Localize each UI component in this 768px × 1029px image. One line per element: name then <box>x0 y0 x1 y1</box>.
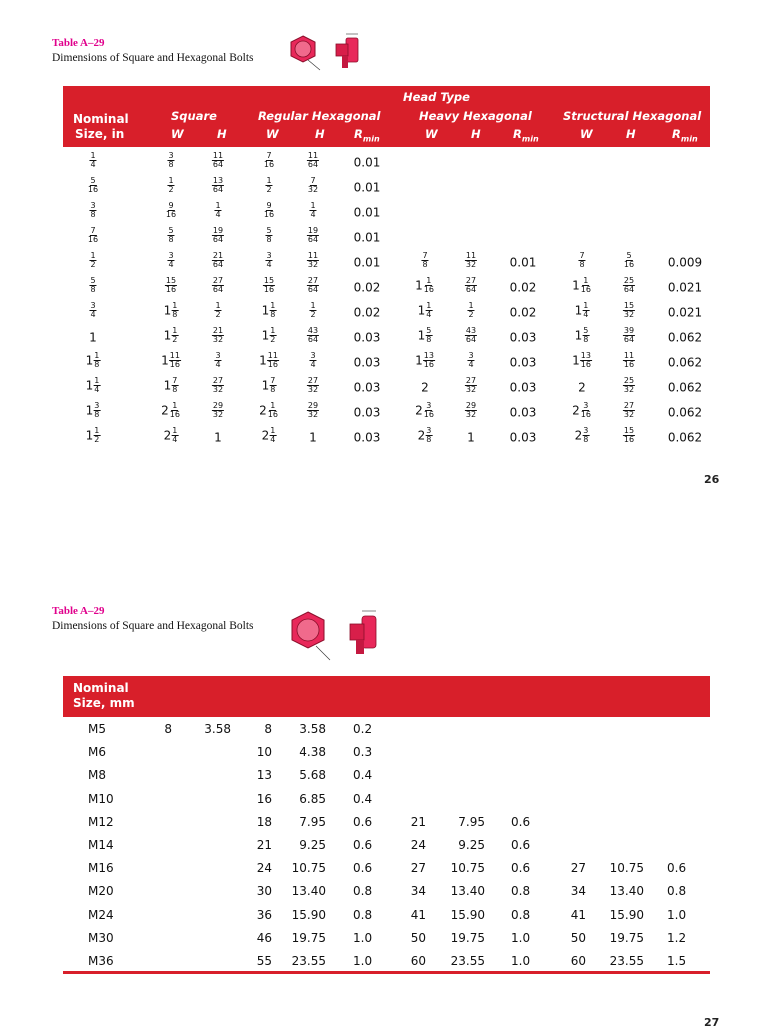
p1-cell-sq-w: 1 $\frac{7}{8}$ <box>163 376 178 394</box>
p1-cell-reg-w: $\frac{15}{16}$ <box>263 276 275 294</box>
p2-cell-heavy-h: 13.40 <box>450 884 485 899</box>
p1-cell-reg-w: $\frac{3}{4}$ <box>266 251 272 269</box>
p1-cell-reg-h: $\frac{1}{2}$ <box>310 301 316 319</box>
p1-cell-heavy-w: 1 $\frac{1}{16}$ <box>415 276 434 294</box>
p2-cell-heavy-r: 1.0 <box>511 954 531 968</box>
p2-cell-struct-w: 60 <box>570 954 586 968</box>
group-heavy-hex: Heavy Hexagonal <box>419 109 532 123</box>
group-structural-hex: Structural Hexagonal <box>563 109 702 123</box>
p1-cell-reg-w: $\frac{1}{2}$ <box>266 176 272 194</box>
bolt-diagram-page1 <box>286 30 376 75</box>
p1-cell-reg-h: $\frac{11}{32}$ <box>307 251 319 269</box>
p2-cell-reg-h: 19.75 <box>291 930 326 945</box>
p1-cell-struct-w: 2 <box>578 380 586 395</box>
p2-cell-reg-h: 15.90 <box>291 907 326 922</box>
subheader-rmin-10: $R_{min}$ <box>672 127 698 144</box>
table-label-page1: Table A–29 <box>52 37 105 49</box>
p2-cell-struct-h: 15.90 <box>609 907 644 922</box>
p1-cell-struct-h: $\frac{11}{16}$ <box>623 351 635 369</box>
p2-cell-struct-w: 34 <box>570 884 586 899</box>
p2-cell-struct-r: 1.2 <box>667 930 687 945</box>
p1-cell-nominal: 1 $\frac{3}{8}$ <box>85 401 100 419</box>
p2-cell-nominal: M16 <box>88 861 114 876</box>
subheader-h-1: H <box>217 127 227 141</box>
p1-cell-reg-w: 1 $\frac{1}{8}$ <box>261 301 276 319</box>
p1-cell-reg-h: $\frac{43}{64}$ <box>307 326 319 344</box>
p2-cell-reg-r: 0.4 <box>353 768 373 783</box>
p2-cell-struct-w: 41 <box>570 907 586 922</box>
p1-cell-sq-w: 2 $\frac{1}{16}$ <box>161 401 180 419</box>
nominal-label-line1-mm: Nominal <box>73 681 129 695</box>
p1-cell-reg-h: 1 <box>309 430 317 445</box>
p1-cell-reg-h: $\frac{3}{4}$ <box>310 351 316 369</box>
p2-cell-heavy-w: 50 <box>410 930 426 945</box>
p1-cell-reg-r: 0.01 <box>353 230 381 245</box>
p2-cell-nominal: M5 <box>88 722 106 736</box>
p2-cell-heavy-r: 0.6 <box>511 861 531 876</box>
p1-cell-sq-h: $\frac{1}{2}$ <box>215 301 221 319</box>
subheader-w-8: W <box>580 127 593 141</box>
p1-cell-sq-w: $\frac{1}{2}$ <box>168 176 174 194</box>
p1-cell-struct-w: 2 $\frac{3}{16}$ <box>572 401 591 419</box>
table-bottom-rule <box>63 971 710 974</box>
table-label-page2: Table A–29 <box>52 605 105 617</box>
subheader-w-5: W <box>425 127 438 141</box>
p1-cell-reg-r: 0.03 <box>353 405 381 420</box>
bolt-side-view-icon <box>336 34 358 68</box>
p2-cell-reg-w: 21 <box>256 838 272 852</box>
p1-cell-reg-r: 0.02 <box>353 305 381 320</box>
p1-cell-heavy-h: $\frac{27}{64}$ <box>465 276 477 294</box>
p1-cell-struct-w: 1 $\frac{1}{4}$ <box>574 301 589 319</box>
p1-cell-sq-h: 1 <box>214 430 222 445</box>
group-regular-hex: Regular Hexagonal <box>258 109 381 123</box>
p1-cell-sq-h: $\frac{29}{32}$ <box>212 401 224 419</box>
p1-cell-heavy-w: $\frac{7}{8}$ <box>422 251 428 269</box>
subheader-rmin-4: $R_{min}$ <box>354 127 380 144</box>
p1-cell-nominal: 1 $\frac{1}{4}$ <box>85 376 100 394</box>
p1-cell-sq-w: $\frac{5}{8}$ <box>168 226 174 244</box>
p1-cell-reg-h: $\frac{1}{4}$ <box>310 201 316 219</box>
p1-cell-struct-r: 0.021 <box>667 280 703 295</box>
p1-cell-struct-h: $\frac{25}{32}$ <box>623 376 635 394</box>
p2-cell-struct-w: 27 <box>570 861 586 876</box>
p2-cell-nominal: M24 <box>88 907 114 922</box>
p1-cell-reg-w: 1 $\frac{11}{16}$ <box>259 351 278 369</box>
p1-cell-sq-h: $\frac{19}{64}$ <box>212 226 224 244</box>
p2-cell-heavy-h: 15.90 <box>450 907 485 922</box>
p2-cell-reg-r: 0.6 <box>353 838 373 852</box>
hex-bolt-head-icon <box>291 36 320 70</box>
table-header-page2 <box>63 676 710 717</box>
p1-cell-heavy-h: $\frac{3}{4}$ <box>468 351 474 369</box>
p2-cell-reg-w: 24 <box>256 861 272 876</box>
p2-cell-heavy-w: 41 <box>410 907 426 922</box>
p1-cell-nominal: 1 $\frac{1}{2}$ <box>85 426 100 444</box>
subheader-w-2: W <box>266 127 279 141</box>
p1-cell-nominal: $\frac{7}{16}$ <box>87 226 99 244</box>
p2-cell-reg-r: 1.0 <box>353 954 373 968</box>
p1-cell-struct-r: 0.062 <box>667 430 703 445</box>
p2-cell-nominal: M14 <box>88 838 114 852</box>
p1-cell-heavy-r: 0.03 <box>509 405 537 420</box>
p2-cell-struct-r: 0.6 <box>667 861 687 876</box>
p1-cell-heavy-w: 1 $\frac{1}{4}$ <box>417 301 432 319</box>
p1-cell-heavy-r: 0.02 <box>509 280 537 295</box>
p2-cell-reg-h: 3.58 <box>299 722 326 736</box>
p1-cell-sq-w: 1 $\frac{1}{2}$ <box>163 326 178 344</box>
p2-cell-reg-h: 6.85 <box>299 791 326 806</box>
p1-cell-nominal: 1 $\frac{1}{8}$ <box>85 351 100 369</box>
table-header-page1 <box>63 86 710 147</box>
p1-cell-nominal: 1 <box>89 330 97 345</box>
p2-cell-sq-w: 8 <box>164 722 172 736</box>
p1-cell-struct-h: $\frac{5}{16}$ <box>623 251 635 269</box>
p1-cell-sq-h: $\frac{3}{4}$ <box>215 351 221 369</box>
p1-cell-heavy-w: 2 $\frac{3}{8}$ <box>417 426 432 444</box>
p1-cell-sq-w: $\frac{15}{16}$ <box>165 276 177 294</box>
p2-cell-reg-h: 5.68 <box>299 768 326 783</box>
p1-cell-heavy-w: 1 $\frac{13}{16}$ <box>415 351 434 369</box>
p2-cell-reg-w: 10 <box>256 745 272 760</box>
p1-cell-sq-h: $\frac{1}{4}$ <box>215 201 221 219</box>
p2-cell-struct-h: 13.40 <box>609 884 644 899</box>
p1-cell-struct-w: 1 $\frac{13}{16}$ <box>572 351 591 369</box>
p1-cell-reg-r: 0.01 <box>353 155 381 170</box>
p2-cell-struct-h: 23.55 <box>609 954 644 968</box>
p2-cell-struct-r: 1.5 <box>667 954 687 968</box>
p1-cell-reg-h: $\frac{7}{32}$ <box>307 176 319 194</box>
bolt-diagram-page2 <box>286 606 396 666</box>
p1-cell-heavy-r: 0.03 <box>509 430 537 445</box>
p1-cell-heavy-h: $\frac{11}{32}$ <box>465 251 477 269</box>
p2-cell-heavy-h: 9.25 <box>458 838 485 852</box>
p1-cell-struct-r: 0.062 <box>667 380 703 395</box>
p1-cell-reg-w: 1 $\frac{1}{2}$ <box>261 326 276 344</box>
p1-cell-heavy-r: 0.01 <box>509 255 537 270</box>
p1-cell-struct-r: 0.062 <box>667 405 703 420</box>
p2-cell-heavy-r: 0.6 <box>511 814 531 829</box>
p1-cell-struct-w: $\frac{7}{8}$ <box>579 251 585 269</box>
p2-cell-reg-r: 0.6 <box>353 861 373 876</box>
p2-cell-nominal: M8 <box>88 768 106 783</box>
p2-cell-reg-h: 7.95 <box>299 814 326 829</box>
p1-cell-reg-r: 0.03 <box>353 430 381 445</box>
p1-cell-sq-h: $\frac{27}{32}$ <box>212 376 224 394</box>
p1-cell-reg-h: $\frac{29}{32}$ <box>307 401 319 419</box>
p1-cell-reg-r: 0.03 <box>353 380 381 395</box>
p2-cell-reg-r: 1.0 <box>353 930 373 945</box>
p1-cell-nominal: $\frac{3}{4}$ <box>90 301 96 319</box>
p1-cell-heavy-r: 0.03 <box>509 380 537 395</box>
subheader-h-6: H <box>471 127 481 141</box>
p1-cell-reg-w: 2 $\frac{1}{16}$ <box>259 401 278 419</box>
p1-cell-sq-h: $\frac{13}{64}$ <box>212 176 224 194</box>
p1-cell-reg-h: $\frac{19}{64}$ <box>307 226 319 244</box>
p1-cell-struct-r: 0.062 <box>667 330 703 345</box>
bolt-side-view-icon <box>350 611 376 654</box>
table-caption-page1: Dimensions of Square and Hexagonal Bolts <box>52 52 254 64</box>
p1-cell-struct-w: 1 $\frac{1}{16}$ <box>572 276 591 294</box>
p2-cell-nominal: M30 <box>88 930 114 945</box>
p1-cell-heavy-w: 2 <box>421 380 429 395</box>
p2-cell-reg-w: 36 <box>256 907 272 922</box>
p2-cell-struct-r: 1.0 <box>667 907 687 922</box>
p2-cell-nominal: M20 <box>88 884 114 899</box>
p1-cell-heavy-w: 2 $\frac{3}{16}$ <box>415 401 434 419</box>
p2-cell-nominal: M36 <box>88 954 114 968</box>
p2-cell-struct-r: 0.8 <box>667 884 687 899</box>
p1-cell-reg-r: 0.01 <box>353 205 381 220</box>
p2-cell-reg-r: 0.3 <box>353 745 373 760</box>
p1-cell-struct-h: $\frac{39}{64}$ <box>623 326 635 344</box>
p2-cell-reg-r: 0.2 <box>353 722 373 736</box>
p1-cell-struct-h: $\frac{15}{32}$ <box>623 301 635 319</box>
p1-cell-reg-r: 0.02 <box>353 280 381 295</box>
p2-cell-reg-h: 23.55 <box>291 954 326 968</box>
p2-cell-heavy-w: 21 <box>410 814 426 829</box>
p1-cell-nominal: $\frac{5}{16}$ <box>87 176 99 194</box>
p1-cell-reg-r: 0.01 <box>353 180 381 195</box>
p2-cell-heavy-r: 0.8 <box>511 907 531 922</box>
p2-cell-heavy-w: 24 <box>410 838 426 852</box>
p1-cell-struct-h: $\frac{25}{64}$ <box>623 276 635 294</box>
p1-cell-struct-r: 0.062 <box>667 355 703 370</box>
p2-cell-struct-h: 19.75 <box>609 930 644 945</box>
p1-cell-struct-r: 0.021 <box>667 305 703 320</box>
p2-cell-reg-r: 0.6 <box>353 814 373 829</box>
p1-cell-reg-r: 0.01 <box>353 255 381 270</box>
p2-cell-struct-h: 10.75 <box>609 861 644 876</box>
p2-cell-heavy-r: 0.8 <box>511 884 531 899</box>
p1-cell-struct-w: 1 $\frac{5}{8}$ <box>574 326 589 344</box>
p1-cell-struct-h: $\frac{27}{32}$ <box>623 401 635 419</box>
p1-cell-struct-h: $\frac{15}{16}$ <box>623 426 635 444</box>
nominal-label-line2: Size, in <box>75 127 125 141</box>
p2-cell-reg-w: 8 <box>264 722 272 736</box>
subheader-w-0: W <box>171 127 184 141</box>
group-square: Square <box>171 109 217 123</box>
p2-cell-heavy-w: 34 <box>410 884 426 899</box>
p2-cell-heavy-h: 10.75 <box>450 861 485 876</box>
p1-cell-heavy-h: $\frac{1}{2}$ <box>468 301 474 319</box>
p1-cell-heavy-h: $\frac{29}{32}$ <box>465 401 477 419</box>
p1-cell-reg-h: $\frac{27}{64}$ <box>307 276 319 294</box>
p1-cell-reg-r: 0.03 <box>353 355 381 370</box>
hex-bolt-head-icon <box>292 612 330 660</box>
p2-cell-heavy-h: 19.75 <box>450 930 485 945</box>
p2-cell-reg-h: 10.75 <box>291 861 326 876</box>
p2-cell-nominal: M6 <box>88 745 106 760</box>
p1-cell-sq-w: 1 $\frac{11}{16}$ <box>161 351 180 369</box>
p2-cell-heavy-r: 0.6 <box>511 838 531 852</box>
p2-cell-heavy-h: 23.55 <box>450 954 485 968</box>
p1-cell-sq-h: $\frac{21}{64}$ <box>212 251 224 269</box>
p1-cell-heavy-r: 0.03 <box>509 355 537 370</box>
p1-cell-nominal: $\frac{1}{4}$ <box>90 151 96 169</box>
p1-cell-reg-w: 1 $\frac{7}{8}$ <box>261 376 276 394</box>
p1-cell-struct-w: 2 $\frac{3}{8}$ <box>574 426 589 444</box>
p1-cell-sq-w: 2 $\frac{1}{4}$ <box>163 426 178 444</box>
p1-cell-heavy-r: 0.03 <box>509 330 537 345</box>
p2-cell-reg-h: 9.25 <box>299 838 326 852</box>
p1-cell-reg-r: 0.03 <box>353 330 381 345</box>
p1-cell-reg-h: $\frac{27}{32}$ <box>307 376 319 394</box>
p1-cell-reg-w: $\frac{5}{8}$ <box>266 226 272 244</box>
p2-cell-heavy-h: 7.95 <box>458 814 485 829</box>
p1-cell-struct-r: 0.009 <box>667 255 703 270</box>
p1-cell-heavy-h: $\frac{27}{32}$ <box>465 376 477 394</box>
p2-cell-reg-r: 0.8 <box>353 884 373 899</box>
p1-cell-nominal: $\frac{3}{8}$ <box>90 201 96 219</box>
p1-cell-sq-w: $\frac{9}{16}$ <box>165 201 177 219</box>
p1-cell-sq-w: 1 $\frac{1}{8}$ <box>163 301 178 319</box>
p1-cell-sq-h: $\frac{21}{32}$ <box>212 326 224 344</box>
p2-cell-reg-r: 0.4 <box>353 791 373 806</box>
p1-cell-heavy-w: 1 $\frac{5}{8}$ <box>417 326 432 344</box>
p1-cell-heavy-h: $\frac{43}{64}$ <box>465 326 477 344</box>
p2-cell-reg-w: 46 <box>256 930 272 945</box>
p2-cell-heavy-w: 27 <box>410 861 426 876</box>
p2-cell-reg-w: 55 <box>256 954 272 968</box>
p1-cell-nominal: $\frac{5}{8}$ <box>90 276 96 294</box>
p1-cell-reg-w: $\frac{9}{16}$ <box>263 201 275 219</box>
p2-cell-heavy-w: 60 <box>410 954 426 968</box>
p2-cell-reg-w: 16 <box>256 791 272 806</box>
nominal-label-line1: Nominal <box>73 112 129 126</box>
p2-cell-nominal: M12 <box>88 814 114 829</box>
p1-cell-heavy-h: 1 <box>467 430 475 445</box>
p1-cell-reg-h: $\frac{11}{64}$ <box>307 151 319 169</box>
p2-cell-heavy-r: 1.0 <box>511 930 531 945</box>
p2-cell-struct-w: 50 <box>570 930 586 945</box>
p1-cell-reg-w: 2 $\frac{1}{4}$ <box>261 426 276 444</box>
head-type-label: Head Type <box>403 90 470 104</box>
p2-cell-reg-w: 18 <box>256 814 272 829</box>
p2-cell-sq-h: 3.58 <box>204 722 231 736</box>
p2-cell-nominal: M10 <box>88 791 114 806</box>
p2-cell-reg-r: 0.8 <box>353 907 373 922</box>
p1-cell-sq-w: $\frac{3}{8}$ <box>168 151 174 169</box>
p1-cell-sq-w: $\frac{3}{4}$ <box>168 251 174 269</box>
p1-cell-heavy-r: 0.02 <box>509 305 537 320</box>
p1-cell-sq-h: $\frac{27}{64}$ <box>212 276 224 294</box>
subheader-h-9: H <box>626 127 636 141</box>
p2-cell-reg-w: 30 <box>256 884 272 899</box>
table-caption-page2: Dimensions of Square and Hexagonal Bolts <box>52 620 254 632</box>
p2-cell-reg-w: 13 <box>256 768 272 783</box>
p2-cell-reg-h: 4.38 <box>299 745 326 760</box>
page-number: 26 <box>704 473 720 486</box>
p1-cell-reg-w: $\frac{7}{16}$ <box>263 151 275 169</box>
p2-cell-reg-h: 13.40 <box>291 884 326 899</box>
page-number-2: 27 <box>704 1016 720 1029</box>
p1-cell-sq-h: $\frac{11}{64}$ <box>212 151 224 169</box>
subheader-h-3: H <box>315 127 325 141</box>
p1-cell-nominal: $\frac{1}{2}$ <box>90 251 96 269</box>
subheader-rmin-7: $R_{min}$ <box>513 127 539 144</box>
nominal-label-line2-mm: Size, mm <box>73 696 135 710</box>
